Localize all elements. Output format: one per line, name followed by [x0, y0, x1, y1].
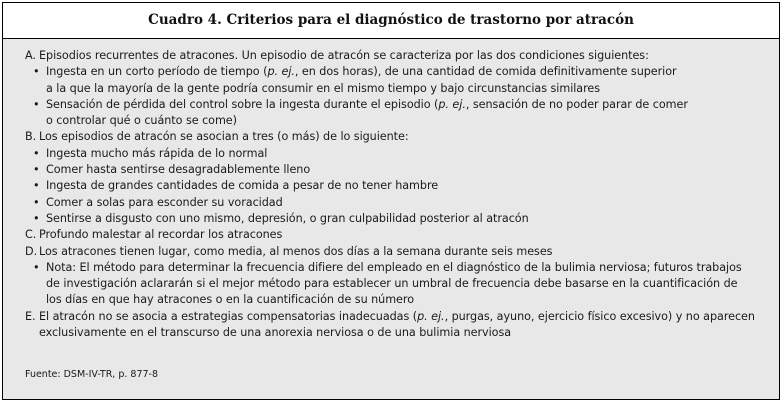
criterion-letter: B. — [25, 130, 37, 144]
criterion-letter: A. — [25, 49, 36, 62]
bullet-icon: • — [33, 163, 40, 177]
criterion-letter: E. — [25, 309, 36, 323]
criterion-b-bullet-5: • Sentirse a disgusto con uno mismo, depresión, o gran culpabilidad posterior al atracón — [25, 211, 769, 227]
criterion-a-bullet-2: • Sensación de pérdida del control sobre la ingesta durante el episodio (p. ej., sensación de no poder parar de comer o controlar qué o cuánto se come) — [33, 97, 688, 128]
bullet-icon: • — [33, 179, 40, 193]
criterion-text: Profundo malestar al recordar los atracones — [39, 228, 283, 242]
criterion-d — [25, 244, 769, 260]
criterion-b — [25, 129, 769, 145]
criterion-letter: C. — [25, 228, 37, 242]
criterion-text: Episodios recurrentes de atracones. Un episodio de atracón se caracteriza por las dos condiciones siguientes: — [39, 49, 649, 62]
criteria-list — [3, 39, 779, 341]
criterion-text: Los atracones tienen lugar, como media, al menos dos días a la semana durante seis meses — [39, 244, 553, 258]
bullet-icon: • — [33, 195, 40, 209]
bullet-icon: • — [33, 211, 40, 225]
bullet-icon: • — [33, 146, 40, 160]
criterion-e: E. El atracón no se asocia a estrategias compensatorias inadecuadas (p. ej., purgas, ayuno, ejercicio físico excesivo) y no aparecen exclusivamente en el transcurso de una anorexia nerviosa o de una bulimia nerviosa — [25, 309, 755, 340]
criteria-table — [2, 2, 780, 400]
criterion-b-bullet-4: • Comer a solas para esconder su voracidad — [25, 195, 769, 211]
criterion-a-bullet-1: • Ingesta en un corto período de tiempo (p. ej., en dos horas), de una cantidad de comida definitivamente superior a la que la mayoría de la gente podría consumir en el mismo tiempo y bajo circunstancias similares — [33, 65, 677, 95]
criterion-b-bullet-1: • Ingesta mucho más rápida de lo normal — [25, 146, 769, 162]
criterion-text: Los episodios de atracón se asocian a tres (o más) de lo siguiente: — [39, 130, 409, 144]
source-citation: Fuente: DSM-IV-TR, p. 877-8 — [25, 369, 159, 380]
criterion-letter: D. — [25, 244, 38, 258]
criterion-b-bullet-3: • Ingesta de grandes cantidades de comida a pesar de no tener hambre — [25, 178, 769, 194]
criterion-a — [25, 48, 769, 64]
bullet-icon: • — [33, 97, 40, 111]
bullet-icon: • — [33, 65, 40, 79]
criterion-c — [25, 227, 769, 243]
criterion-d-note: • Nota: El método para determinar la frecuencia difiere del empleado en el diagnóstico de la bulimia nerviosa; futuros trabajos de investigación aclararán si el mejor método para establecer un umbral de frecuencia debe basarse en la cuantificación de los días en que hay atracones o en la cuantificación de su número — [33, 260, 742, 307]
criterion-b-bullet-2: • Comer hasta sentirse desagradablemente lleno — [25, 162, 769, 178]
bullet-icon: • — [33, 260, 40, 274]
table-title: Cuadro 4. Criterios para el diagnóstico de trastorno por atracón — [3, 3, 779, 39]
